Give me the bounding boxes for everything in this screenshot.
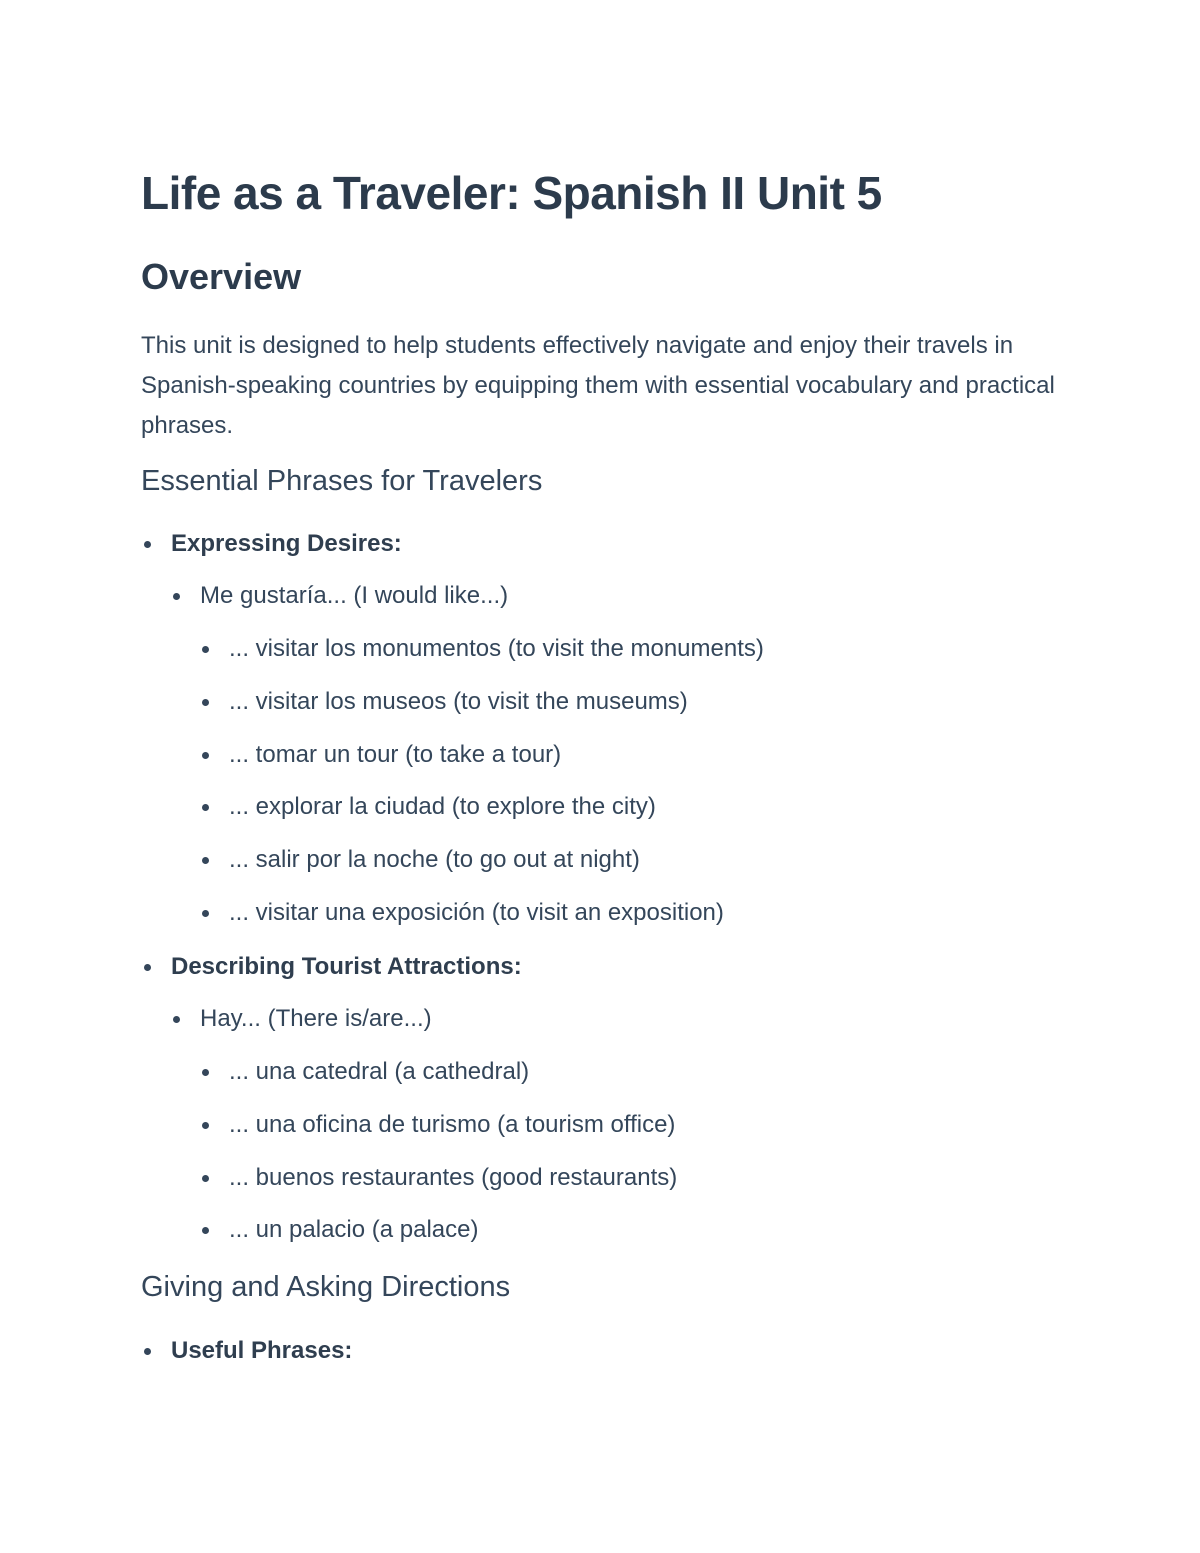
- list-item: ... una oficina de turismo (a tourism office): [229, 1111, 676, 1138]
- list-item: ... visitar los monumentos (to visit the monuments): [229, 635, 764, 662]
- bullet-icon: [144, 541, 151, 548]
- list-item: ... buenos restaurantes (good restaurants): [229, 1164, 678, 1191]
- list-item: ... una catedral (a cathedral): [229, 1058, 530, 1085]
- bullet-icon: [202, 1122, 209, 1129]
- bullet-icon: [202, 1069, 209, 1076]
- list-item: ... visitar una exposición (to visit an exposition): [229, 899, 724, 926]
- hay-intro: Hay... (There is/are...): [200, 1005, 432, 1032]
- list-item: ... tomar un tour (to take a tour): [229, 741, 562, 768]
- bullet-icon: [173, 593, 180, 600]
- bullet-icon: [202, 1175, 209, 1182]
- bullet-icon: [202, 646, 209, 653]
- bullet-icon: [202, 804, 209, 811]
- useful-phrases-label: Useful Phrases:: [171, 1337, 353, 1364]
- list-item: ... explorar la ciudad (to explore the city): [229, 793, 656, 820]
- me-gustaria-intro: Me gustaría... (I would like...): [200, 582, 509, 609]
- overview-text: This unit is designed to help students effectively navigate and enjoy their travels in Spanish-speaking countries by equipping them with essential vocabulary and practical phrases.: [141, 332, 1055, 439]
- overview-heading: Overview: [141, 256, 302, 297]
- bullet-icon: [144, 964, 151, 971]
- bullet-icon: [202, 857, 209, 864]
- list-item: ... visitar los museos (to visit the museums): [229, 688, 688, 715]
- bullet-icon: [173, 1016, 180, 1023]
- bullet-icon: [202, 910, 209, 917]
- page-title: Life as a Traveler: Spanish II Unit 5: [141, 167, 882, 219]
- list-item: ... salir por la noche (to go out at night): [229, 846, 640, 873]
- bullet-icon: [202, 1227, 209, 1234]
- bullet-icon: [144, 1348, 151, 1355]
- bullet-icon: [202, 752, 209, 759]
- describing-attractions-label: Describing Tourist Attractions:: [171, 953, 522, 980]
- expressing-desires-label: Expressing Desires:: [171, 530, 402, 557]
- bullet-icon: [202, 699, 209, 706]
- directions-heading: Giving and Asking Directions: [141, 1271, 511, 1303]
- list-item: ... un palacio (a palace): [229, 1216, 479, 1243]
- essential-phrases-heading: Essential Phrases for Travelers: [141, 465, 543, 497]
